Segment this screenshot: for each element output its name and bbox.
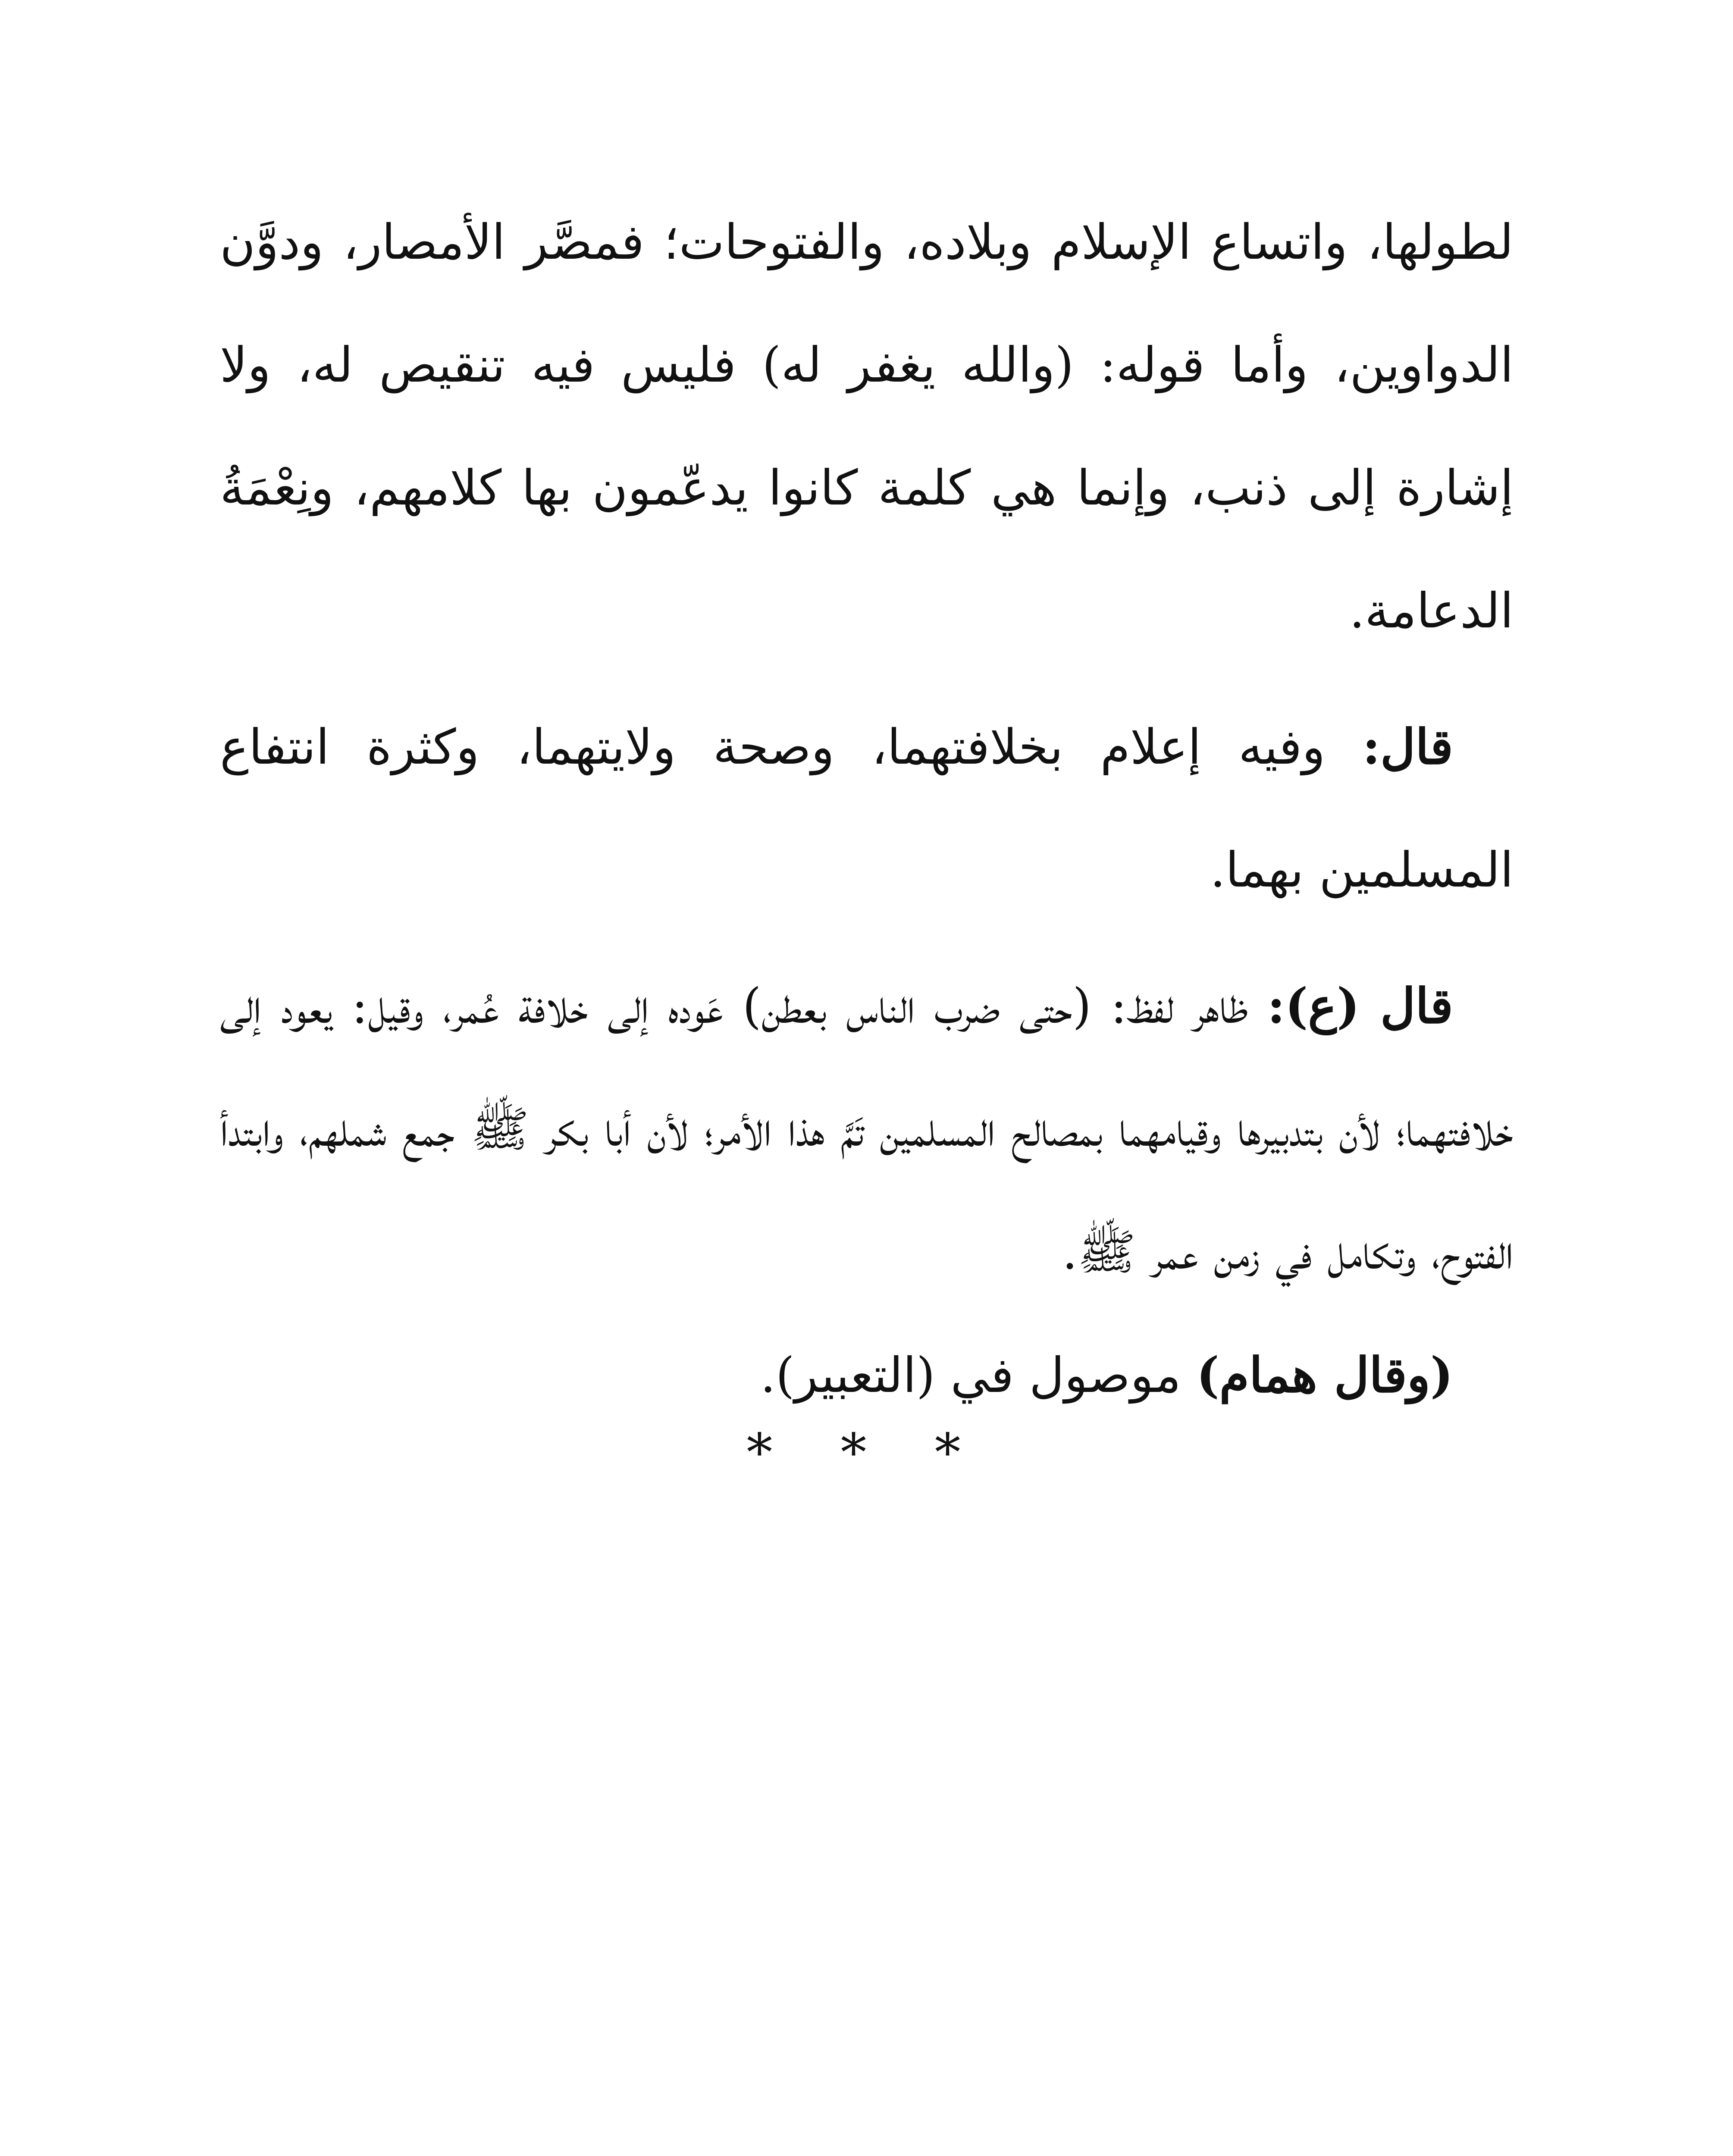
paragraph-3-text: ظاهر لفظ: (حتى ضرب الناس بعطن) عَوده إلى خلافة عُمر، وقيل: يعود إلى خلافتهما؛ لأن بتدبيرها وقيامهما بمصالح المسلمين تَمَّ هذا الأمر؛ لأن أبا بكر ﷺ جمع شملهم، وابتدأ الفتوح، وتكامل في زمن عمر ﷺ.	[220, 978, 1514, 1280]
paragraph-3-lead: قال (ع):	[1267, 978, 1454, 1034]
paragraph-4	[220, 1314, 1514, 1437]
paragraph-4-text: موصول في (التعبير).	[760, 1348, 1197, 1404]
section-separator: * * *	[746, 1423, 987, 1483]
paragraph-2	[220, 686, 1514, 932]
paragraph-1-text: لطولها، واتساع الإسلام وبلاده، والفتوحات؛ فمصَّر الأمصار، ودوَّن الدواوين، وأما قوله: (والله يغفر له) فليس فيه تنقيص له، ولا إشارة إلى ذنب، وإنما هي كلمة كانوا يدعّمون بها كلامهم، ونِعْمَةُ الدعامة.	[220, 214, 1514, 639]
body-text	[220, 181, 1514, 1437]
paragraph-2-lead: قال:	[1362, 719, 1453, 775]
paragraph-4-lead: (وقال همام)	[1196, 1347, 1453, 1404]
paragraph-3	[220, 945, 1514, 1314]
paragraph-1	[220, 181, 1514, 673]
paragraph-2-text: وفيه إعلام بخلافتهما، وصحة ولايتهما، وكثرة انتفاع المسلمين بهما.	[220, 719, 1514, 898]
